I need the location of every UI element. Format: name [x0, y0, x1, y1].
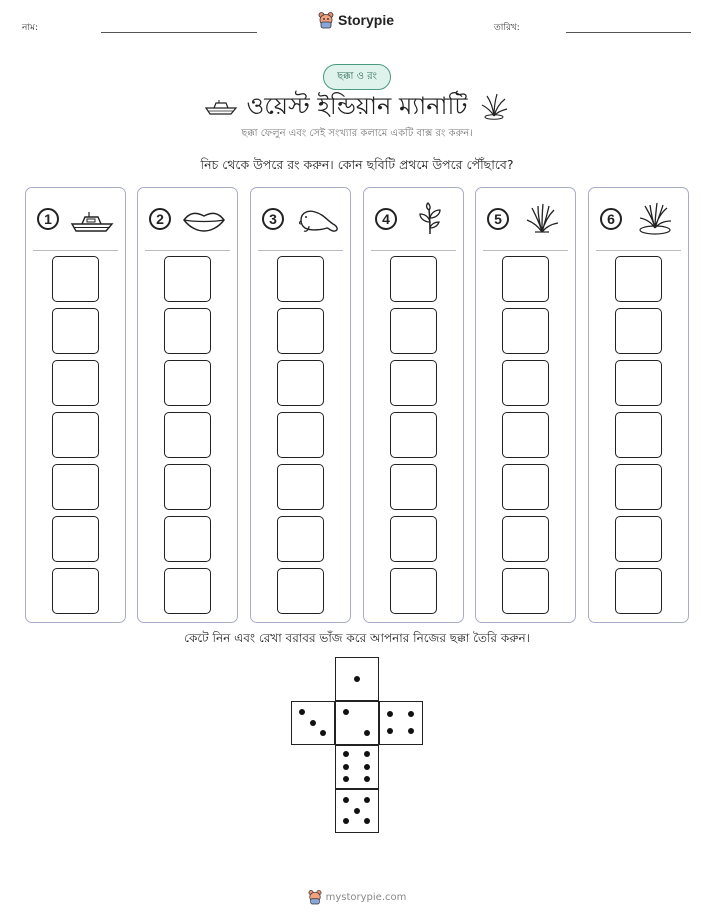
die-pip	[310, 720, 316, 726]
seagrass-clump-icon	[631, 200, 679, 240]
column-number: 4	[375, 208, 397, 230]
die-pip	[343, 709, 349, 715]
color-box[interactable]	[52, 412, 99, 458]
color-box[interactable]	[502, 568, 549, 614]
die-pip	[364, 818, 370, 824]
color-box[interactable]	[390, 256, 437, 302]
die-pip	[387, 711, 393, 717]
column-divider	[371, 250, 456, 251]
die-face-6	[335, 745, 379, 789]
color-box[interactable]	[502, 360, 549, 406]
color-box[interactable]	[164, 516, 211, 562]
die-pip	[408, 728, 414, 734]
die-pip	[387, 728, 393, 734]
color-box[interactable]	[52, 256, 99, 302]
die-face-5	[335, 789, 379, 833]
die-pip	[343, 818, 349, 824]
column-1	[25, 187, 126, 623]
footer	[0, 889, 714, 905]
die-pip	[299, 709, 305, 715]
color-box[interactable]	[390, 360, 437, 406]
die-pip	[343, 776, 349, 782]
column-2	[137, 187, 238, 623]
bear-mascot-icon	[318, 11, 334, 29]
subtitle: ছক্কা ফেলুন এবং সেই সংখ্যার কলামে একটি বাক্স রং করুন।	[241, 128, 473, 139]
die-face-2	[335, 701, 379, 745]
color-box[interactable]	[52, 360, 99, 406]
die-pip	[343, 797, 349, 803]
color-box[interactable]	[390, 412, 437, 458]
color-box[interactable]	[390, 568, 437, 614]
column-divider	[483, 250, 568, 251]
lips-icon	[180, 200, 228, 240]
die-pip	[354, 676, 360, 682]
color-box[interactable]	[52, 568, 99, 614]
color-box[interactable]	[615, 516, 662, 562]
seagrass-icon	[518, 200, 566, 240]
color-box[interactable]	[164, 412, 211, 458]
color-box[interactable]	[277, 360, 324, 406]
question-text: নিচ থেকে উপরে রং করুন। কোন ছবিটি প্রথমে উপরে পৌঁছাবে?	[200, 157, 514, 172]
category-badge: ছক্কা ও রং	[323, 64, 391, 90]
column-divider	[596, 250, 681, 251]
column-divider	[145, 250, 230, 251]
color-box[interactable]	[615, 412, 662, 458]
plant-sprout-icon	[406, 200, 454, 240]
color-box[interactable]	[615, 568, 662, 614]
column-6	[588, 187, 689, 623]
color-box[interactable]	[164, 360, 211, 406]
cutout-instruction: কেটে নিন এবং রেখা বরাবর ভাঁজ করে আপনার নিজের ছক্কা তৈরি করুন।	[184, 631, 530, 645]
seagrass-title-icon	[479, 92, 509, 120]
footer-url[interactable]: mystorypie.com	[325, 891, 407, 903]
color-box[interactable]	[164, 308, 211, 354]
color-box[interactable]	[502, 412, 549, 458]
color-box[interactable]	[52, 464, 99, 510]
die-pip	[364, 751, 370, 757]
die-pip	[364, 764, 370, 770]
brand-logo	[318, 11, 394, 29]
color-box[interactable]	[502, 256, 549, 302]
color-box[interactable]	[615, 464, 662, 510]
die-face-3	[291, 701, 335, 745]
color-box[interactable]	[164, 464, 211, 510]
die-face-4	[379, 701, 423, 745]
color-box[interactable]	[502, 308, 549, 354]
color-box[interactable]	[615, 360, 662, 406]
color-box[interactable]	[52, 516, 99, 562]
die-pip	[364, 730, 370, 736]
bear-mascot-icon	[308, 889, 322, 905]
die-pip	[354, 808, 360, 814]
boat-icon	[68, 200, 116, 240]
column-number: 3	[262, 208, 284, 230]
color-box[interactable]	[277, 256, 324, 302]
color-box[interactable]	[615, 256, 662, 302]
die-pip	[320, 730, 326, 736]
color-box[interactable]	[390, 464, 437, 510]
date-line[interactable]	[566, 32, 691, 33]
color-box[interactable]	[502, 516, 549, 562]
brand-name: Storypie	[338, 12, 395, 28]
die-pip	[343, 751, 349, 757]
column-3	[250, 187, 351, 623]
page-title: ওয়েস্ট ইন্ডিয়ান ম্যানাটি	[246, 92, 468, 120]
color-box[interactable]	[164, 256, 211, 302]
color-box[interactable]	[390, 308, 437, 354]
color-box[interactable]	[502, 464, 549, 510]
column-number: 6	[600, 208, 622, 230]
color-box[interactable]	[277, 516, 324, 562]
column-number: 5	[487, 208, 509, 230]
die-pip	[364, 797, 370, 803]
column-number: 1	[37, 208, 59, 230]
date-label: তারিখ:	[494, 23, 520, 33]
die-pip	[364, 776, 370, 782]
name-line[interactable]	[101, 32, 257, 33]
color-box[interactable]	[277, 568, 324, 614]
die-pip	[408, 711, 414, 717]
name-label: নাম:	[22, 23, 39, 33]
die-pip	[343, 764, 349, 770]
color-box[interactable]	[615, 308, 662, 354]
die-face-1	[335, 657, 379, 701]
color-box[interactable]	[277, 308, 324, 354]
manatee-icon	[293, 200, 341, 240]
color-box[interactable]	[52, 308, 99, 354]
color-box[interactable]	[164, 568, 211, 614]
color-box[interactable]	[390, 516, 437, 562]
color-box[interactable]	[277, 412, 324, 458]
column-divider	[258, 250, 343, 251]
column-divider	[33, 250, 118, 251]
color-box[interactable]	[277, 464, 324, 510]
column-number: 2	[149, 208, 171, 230]
column-4	[363, 187, 464, 623]
column-5	[475, 187, 576, 623]
